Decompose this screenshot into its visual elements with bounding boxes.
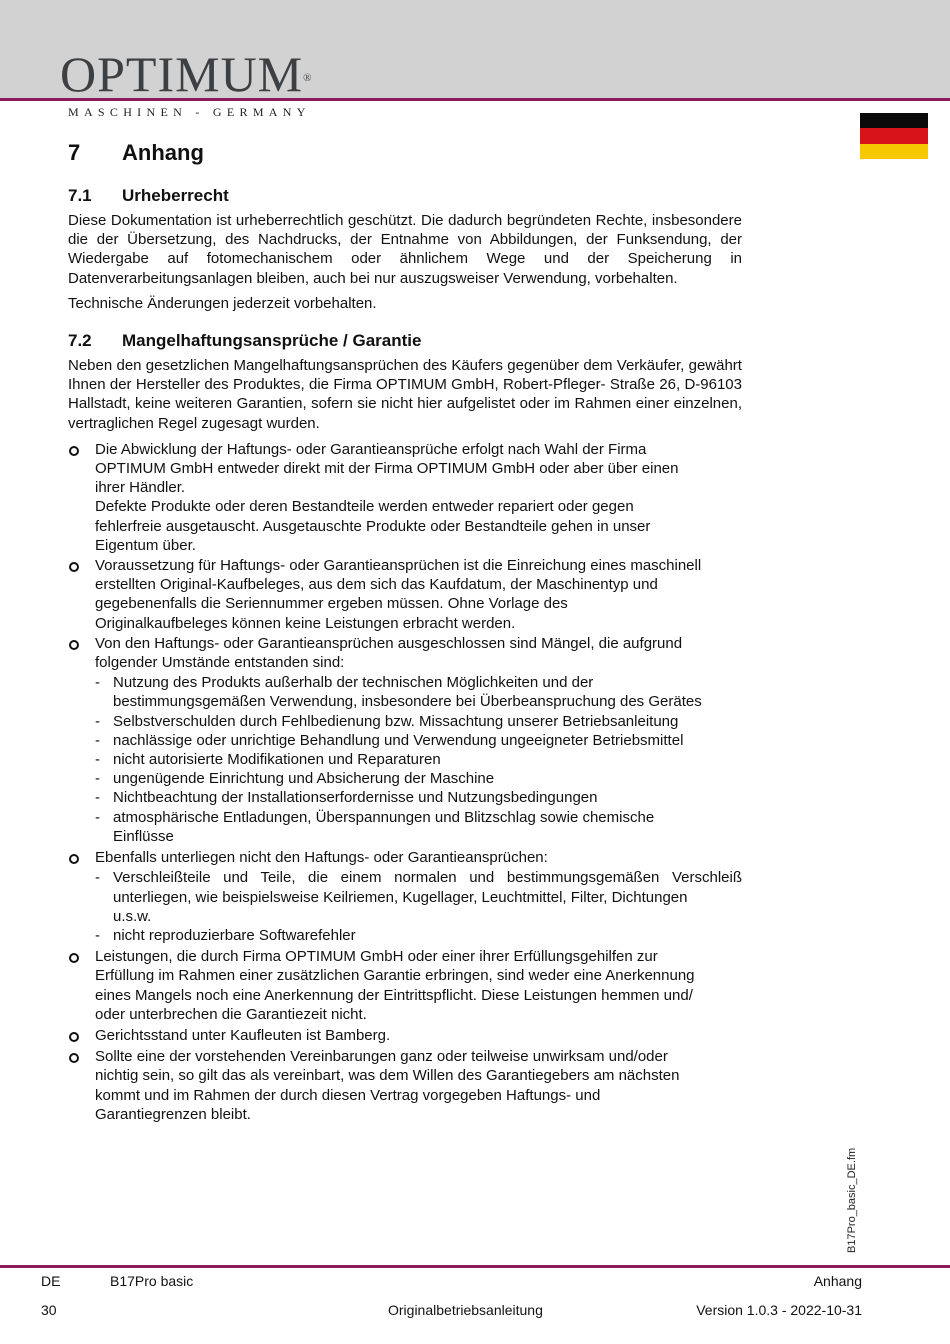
wear-parts-list bbox=[95, 868, 742, 945]
list-item bbox=[68, 947, 742, 1024]
text-line: Voraussetzung für Haftungs- oder Garantieansprüchen ist die Einreichung eines maschinell bbox=[95, 557, 702, 575]
text-line: eines Mangels noch eine Anerkennung der Eintrittspflicht. Diese Leistungen hemmen und/ bbox=[95, 986, 693, 1004]
text-line: kommt und im Rahmen der durch diesen Vertrag vorgegeben Haftungs- und bbox=[95, 1086, 601, 1104]
sub-list-item: - nicht reproduzierbare Softwarefehler bbox=[95, 926, 356, 944]
text-line: Ebenfalls unterliegen nicht den Haftungs- oder Garantieansprüchen: bbox=[95, 849, 548, 867]
text-line: Leistungen, die durch Firma OPTIMUM GmbH oder einer ihrer Erfüllungsgehilfen zur bbox=[95, 948, 658, 966]
text-line: Funksendung, der Wiedergabe auf fotomechanischem oder ähnlichem Wege und der bbox=[68, 231, 743, 268]
text-line: Sollte eine der vorstehenden Vereinbarungen ganz oder teilweise unwirksam und/oder bbox=[95, 1048, 668, 1066]
text-line: Neben den gesetzlichen Mangelhaftungsansprüchen des Käufers gegenüber dem Verkäufer, bbox=[68, 357, 685, 375]
text-line: folgender Umstände entstanden sind: bbox=[95, 654, 345, 672]
bullet-circle-icon bbox=[69, 1032, 79, 1042]
sub-list-item: - ungenügende Einrichtung und Absicherung der Maschine bbox=[95, 770, 495, 788]
text-line: Nichtbeachtung der Installationserfordernisse und Nutzungsbedingungen bbox=[113, 789, 598, 807]
text-line: nachlässige oder unrichtige Behandlung und Verwendung ungeeigneter Betriebsmittel bbox=[113, 731, 684, 749]
brand-logo bbox=[60, 46, 313, 102]
section-heading-7-2 bbox=[68, 330, 742, 352]
sub-list-item: - atmosphärische Entladungen, Überspannungen und Blitzschlag sowie chemische Einflüsse bbox=[95, 808, 742, 846]
list-item bbox=[68, 1026, 742, 1045]
text-line: unterliegen, wie beispielsweise Keilriemen, Kugellager, Leuchtmittel, Filter, Dichtungen bbox=[113, 888, 688, 906]
brand-name: OPTIMUM bbox=[60, 46, 304, 102]
section-number: 7.2 bbox=[68, 331, 92, 351]
footer-rule bbox=[0, 1265, 950, 1268]
text-line: nichtig sein, so gilt das als vereinbart, was dem Willen des Garantiegebers am nächsten bbox=[95, 1067, 680, 1085]
text-line: Verschleißteile und Teile, die einem normalen und bestimmungsgemäßen Verschleiß bbox=[113, 869, 742, 887]
warranty-list bbox=[68, 440, 742, 1124]
brand-subtitle: MASCHINEN - GERMANY bbox=[68, 105, 311, 119]
chapter-heading bbox=[68, 138, 742, 168]
footer-doc-type: Originalbetriebsanleitung bbox=[388, 1302, 543, 1318]
changes-paragraph: Technische Änderungen jederzeit vorbehalten. bbox=[68, 294, 377, 312]
text-line: ungenügende Einrichtung und Absicherung der Maschine bbox=[113, 770, 495, 788]
bullet-circle-icon bbox=[69, 854, 79, 864]
source-filename: B17Pro_basic_DE.fm bbox=[846, 1147, 858, 1253]
text-line: erstellten Original-Kaufbeleges, aus dem sich das Kaufdatum, der Maschinentyp und bbox=[95, 576, 658, 594]
text-line: Die Abwicklung der Haftungs- oder Garantieansprüche erfolgt nach Wahl der Firma bbox=[95, 440, 647, 458]
text-line: gegebenenfalls die Seriennummer ergeben müssen. Ohne Vorlage des bbox=[95, 595, 568, 613]
list-item bbox=[68, 634, 742, 846]
text-line: Selbstverschulden durch Fehlbedienung bzw. Missachtung unserer Betriebsanleitung bbox=[113, 712, 679, 730]
text-line: Einflüsse bbox=[113, 827, 174, 845]
text-line: nicht autorisierte Modifikationen und Reparaturen bbox=[113, 751, 441, 769]
text-line: OPTIMUM GmbH entweder direkt mit der Firma OPTIMUM GmbH oder aber über einen bbox=[95, 460, 679, 478]
bullet-circle-icon bbox=[69, 1053, 79, 1063]
germany-flag-icon bbox=[860, 113, 928, 159]
section-number: 7.1 bbox=[68, 186, 92, 205]
text-line: oder unterbrechen die Garantiezeit nicht. bbox=[95, 1005, 367, 1023]
copyright-paragraph bbox=[68, 211, 742, 288]
sub-list-item: - Verschleißteile und Teile, die einem normalen und bestimmungsgemäßen Verschleiß unterliegen, wie beispielsweise Keilriemen, Kugellager, Leuchtmittel, Filter, Dichtungen u.s.w. bbox=[95, 869, 742, 925]
text-line: atmosphärische Entladungen, Überspannungen und Blitzschlag sowie chemische bbox=[113, 808, 655, 826]
text-line: Rahmen einer einzelnen, vertraglichen Regel zugesagt wurden. bbox=[68, 395, 742, 432]
page-content bbox=[68, 138, 742, 1124]
sub-list-item: - nachlässige oder unrichtige Behandlung und Verwendung ungeeigneter Betriebsmittel bbox=[95, 731, 684, 749]
text-line: fehlerfreie ausgetauscht. Ausgetauschte Produkte oder Bestandteile gehen in unser bbox=[95, 517, 651, 535]
text-line: vorbehalten. bbox=[595, 269, 678, 287]
text-line: Speicherung in Datenverarbeitungsanlagen bleiben, auch bei nur auszugsweiser Verwendung, bbox=[68, 250, 742, 287]
sub-list-item: - Nutzung des Produkts außerhalb der technischen Möglichkeiten und der bestimmungsgemäßen Verwendung, insbesondere bei Überbeanspruchung des Gerätes bbox=[95, 673, 742, 711]
text-line: Von den Haftungs- oder Garantieansprüchen ausgeschlossen sind Mängel, die aufgrund bbox=[95, 634, 683, 652]
text-line: nicht reproduzierbare Softwarefehler bbox=[113, 926, 356, 944]
text-line: Defekte Produkte oder deren Bestandteile werden entweder repariert oder gegen bbox=[95, 498, 634, 516]
list-item bbox=[68, 1047, 742, 1124]
section-heading-7-1 bbox=[68, 185, 742, 207]
chapter-title: Anhang bbox=[122, 140, 204, 165]
text-line: u.s.w. bbox=[113, 907, 152, 925]
text-line: ihrer Händler. bbox=[95, 479, 186, 497]
exclusion-list bbox=[95, 673, 742, 846]
text-line: bestimmungsgemäßen Verwendung, insbesondere bei Überbeanspruchung des Gerätes bbox=[113, 693, 702, 711]
bullet-circle-icon bbox=[69, 562, 79, 572]
warranty-intro-paragraph bbox=[68, 356, 742, 433]
text-line: Straße 26, D-96103 Hallstadt, keine weiteren Garantien, sofern sie nicht hier aufgelistet oder im bbox=[68, 376, 742, 413]
sub-list-item: - Selbstverschulden durch Fehlbedienung bzw. Missachtung unserer Betriebsanleitung bbox=[95, 712, 679, 730]
registered-mark: ® bbox=[303, 72, 313, 84]
section-title: Mangelhaftungsansprüche / Garantie bbox=[122, 331, 422, 351]
chapter-number: 7 bbox=[68, 140, 81, 165]
footer-product: B17Pro basic bbox=[110, 1273, 194, 1289]
text-line: gewährt Ihnen der Hersteller des Produktes, die Firma OPTIMUM GmbH, Robert-Pfleger- bbox=[68, 357, 742, 394]
text-line: insbesondere die der Übersetzung, des Nachdrucks, der Entnahme von Abbildungen, der bbox=[68, 212, 742, 249]
bullet-circle-icon bbox=[69, 640, 79, 650]
footer-language: DE bbox=[41, 1273, 61, 1289]
footer-page-number: 30 bbox=[41, 1302, 57, 1318]
list-item bbox=[68, 848, 742, 945]
footer-version: Version 1.0.3 - 2022-10-31 bbox=[696, 1302, 862, 1318]
text-line: Originalkaufbeleges können keine Leistungen erbracht werden. bbox=[95, 614, 516, 632]
bullet-circle-icon bbox=[69, 446, 79, 456]
footer-chapter: Anhang bbox=[813, 1273, 862, 1289]
text-line: Erfüllung im Rahmen einer zusätzlichen Garantie erbringen, sind weder eine Anerkennung bbox=[95, 967, 695, 985]
text-line: Gerichtsstand unter Kaufleuten ist Bamberg. bbox=[95, 1026, 391, 1044]
text-line: Diese Dokumentation ist urheberrechtlich geschützt. Die dadurch begründeten Rechte, bbox=[68, 212, 648, 229]
list-item bbox=[68, 556, 742, 633]
sub-list-item: - Nichtbeachtung der Installationserfordernisse und Nutzungsbedingungen bbox=[95, 789, 598, 807]
list-item bbox=[68, 440, 742, 555]
text-line: Nutzung des Produkts außerhalb der technischen Möglichkeiten und der bbox=[113, 674, 594, 692]
text-line: Garantiegrenzen bleibt. bbox=[95, 1105, 251, 1123]
section-title: Urheberrecht bbox=[122, 186, 229, 205]
sub-list-item: - nicht autorisierte Modifikationen und Reparaturen bbox=[95, 751, 441, 769]
bullet-circle-icon bbox=[69, 953, 79, 963]
text-line: Eigentum über. bbox=[95, 536, 196, 554]
